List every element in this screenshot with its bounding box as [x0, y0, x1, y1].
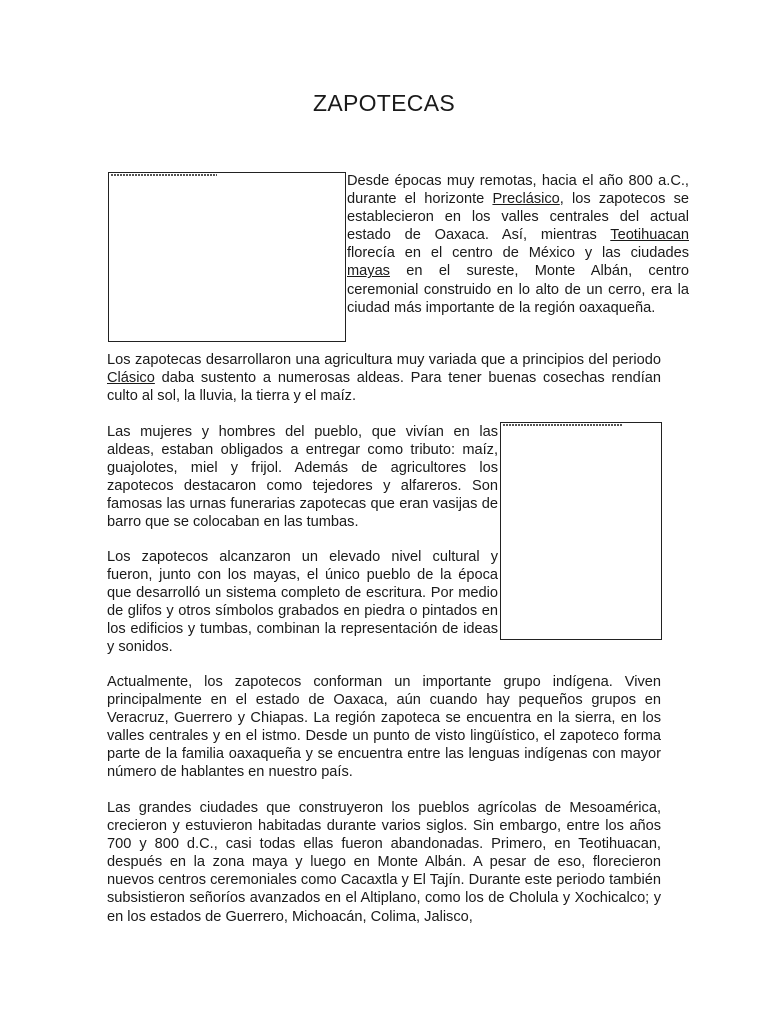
paragraph-5: Actualmente, los zapotecos conforman un importante grupo indígena. Viven principalmente en el estado de Oaxaca, aún cuando hay pequeños grupos en Veracruz, Guerrero y Chiapas. La región zapoteca se encuentra en la sierra, en los valles centrales y en el istmo. Desde un punto de visto lingüístico, el zapoteco forma parte de la familia oaxaqueña y se encuentra entre las lenguas indígenas con mayor número de hablantes en nuestro país. [107, 674, 661, 781]
image-placeholder-1 [108, 172, 346, 342]
paragraph-4: Los zapotecos alcanzaron un elevado nivel cultural y fueron, junto con los mayas, el único pueblo de la época que desarrolló un sistema completo de escritura. Por medio de glifos y otros símbolos grabados en piedra o pintados en los edificios y tumbas, combinan la representación de ideas y sonidos. [107, 549, 498, 656]
paragraph-6: Las grandes ciudades que construyeron los pueblos agrícolas de Mesoamérica, crecieron y estuvieron habitadas durante varios siglos. Sin embargo, entre los años 700 y 800 d.C., casi todas ellas fueron abandonadas. Primero, en Teotihuacan, después en la zona maya y luego en Monte Albán. A pesar de eso, florecieron nuevos centros ceremoniales como Cacaxtla y El Tajín. Durante este periodo también subsistieron señoríos avanzados en el Altiplano, como los de Cholula y Xochicalco; y en los estados de Guerrero, Michoacán, Colima, Jalisco, [107, 800, 661, 925]
link-mayas[interactable]: mayas [347, 263, 390, 280]
page-title: ZAPOTECAS [312, 90, 455, 116]
image-caption-strip [503, 424, 623, 426]
paragraph-3: Las mujeres y hombres del pueblo, que vivían en las aldeas, estaban obligados a entregar como tributo: maíz, guajolotes, miel y frijol. Además de agricultores los zapotecos destacaron como tejedores y alfareros. Son famosas las urnas funerarias zapotecas que eran vasijas de barro que se colocaban en las tumbas. [107, 424, 498, 531]
image-placeholder-2 [500, 422, 662, 640]
link-teotihuacan[interactable]: Teotihuacan [610, 227, 689, 244]
link-preclasico[interactable]: Preclásico [492, 191, 560, 208]
paragraph-1: Desde épocas muy remotas, hacia el año 800 a.C., durante el horizonte Preclásico, los zapotecos se establecieron en los valles centrales del actual estado de Oaxaca. Así, mientras Teotihuacan florecía en el centro de México y las ciudades mayas en el sureste, Monte Albán, centro ceremonial construido en lo alto de un cerro, era la ciudad más importante de la región oaxaqueña. [347, 173, 689, 316]
image-caption-strip [111, 174, 217, 176]
link-clasico[interactable]: Clásico [107, 370, 155, 387]
paragraph-2: Los zapotecas desarrollaron una agricultura muy variada que a principios del periodo Clásico daba sustento a numerosas aldeas. Para tener buenas cosechas rendían culto al sol, la lluvia, la tierra y el maíz. [107, 352, 661, 405]
